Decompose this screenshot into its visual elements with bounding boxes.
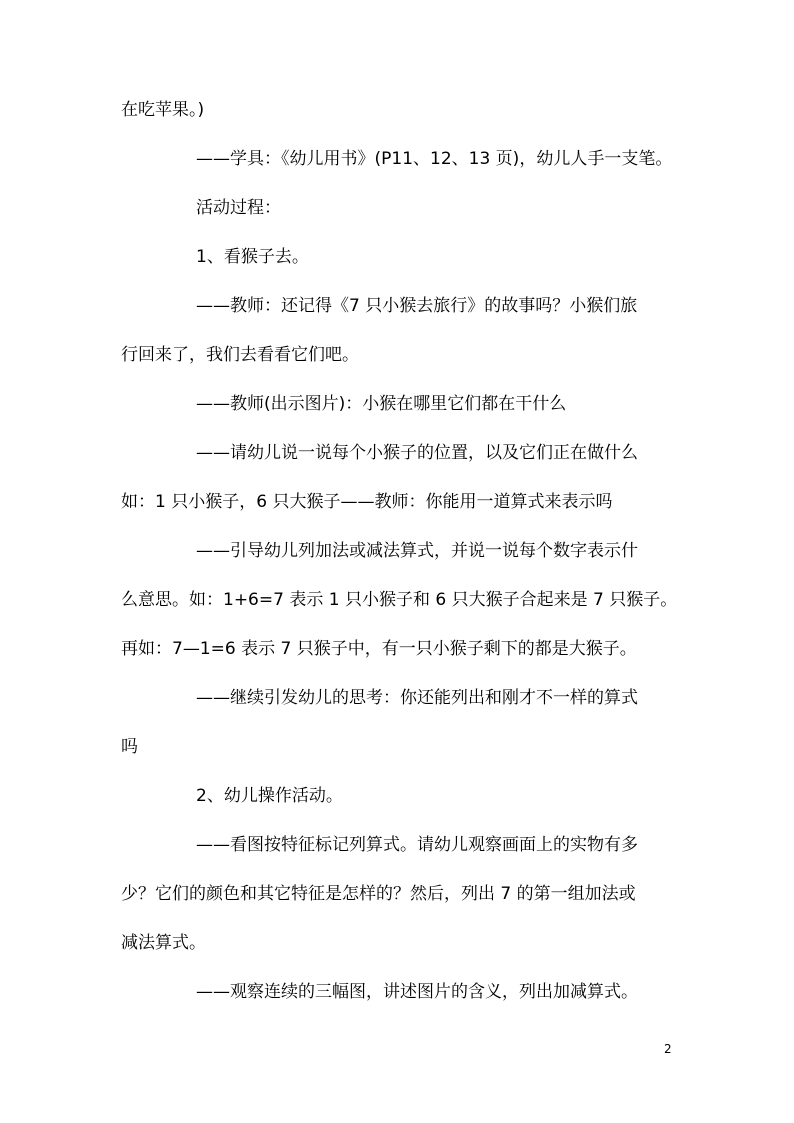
- text-line-18: 减法算式。: [121, 933, 206, 953]
- text-line-19: ——观察连续的三幅图，讲述图片的含义，列出加减算式。: [196, 982, 638, 1002]
- text-line-5: ——教师：还记得《7 只小猴去旅行》的故事吗？小猴们旅: [196, 296, 638, 316]
- text-line-13: ——继续引发幼儿的思考：你还能列出和刚才不一样的算式: [196, 688, 638, 708]
- text-line-10: ——引导幼儿列加法或减法算式，并说一说每个数字表示什: [196, 541, 638, 561]
- text-line-17: 少？它们的颜色和其它特征是怎样的？然后，列出 7 的第一组加法或: [121, 884, 636, 904]
- section-heading-2: 2、幼儿操作活动。: [196, 786, 343, 806]
- text-line-7: ——教师(出示图片)：小猴在哪里它们都在干什么: [196, 394, 567, 414]
- text-line-11: 么意思。如：1+6=7 表示 1 只小猴子和 6 只大猴子合起来是 7 只猴子。: [121, 590, 678, 610]
- text-line-8: ——请幼儿说一说每个小猴子的位置，以及它们正在做什么: [196, 443, 638, 463]
- text-line-16: ——看图按特征标记列算式。请幼儿观察画面上的实物有多: [196, 835, 638, 855]
- text-line-6: 行回来了，我们去看看它们吧。: [121, 345, 359, 365]
- text-line-1: 在吃苹果。): [121, 100, 205, 120]
- text-line-12: 再如：7—1=6 表示 7 只猴子中，有一只小猴子剩下的都是大猴子。: [121, 639, 637, 659]
- text-line-2: ——学具：《幼儿用书》(P11、12、13 页)，幼儿人手一支笔。: [196, 149, 673, 169]
- text-line-3: 活动过程：: [196, 198, 281, 218]
- text-line-9: 如：1 只小猴子，6 只大猴子——教师：你能用一道算式来表示吗: [121, 492, 613, 512]
- text-line-14: 吗: [121, 737, 138, 757]
- page-number: 2: [664, 1042, 672, 1056]
- section-heading-1: 1、看猴子去。: [196, 247, 309, 267]
